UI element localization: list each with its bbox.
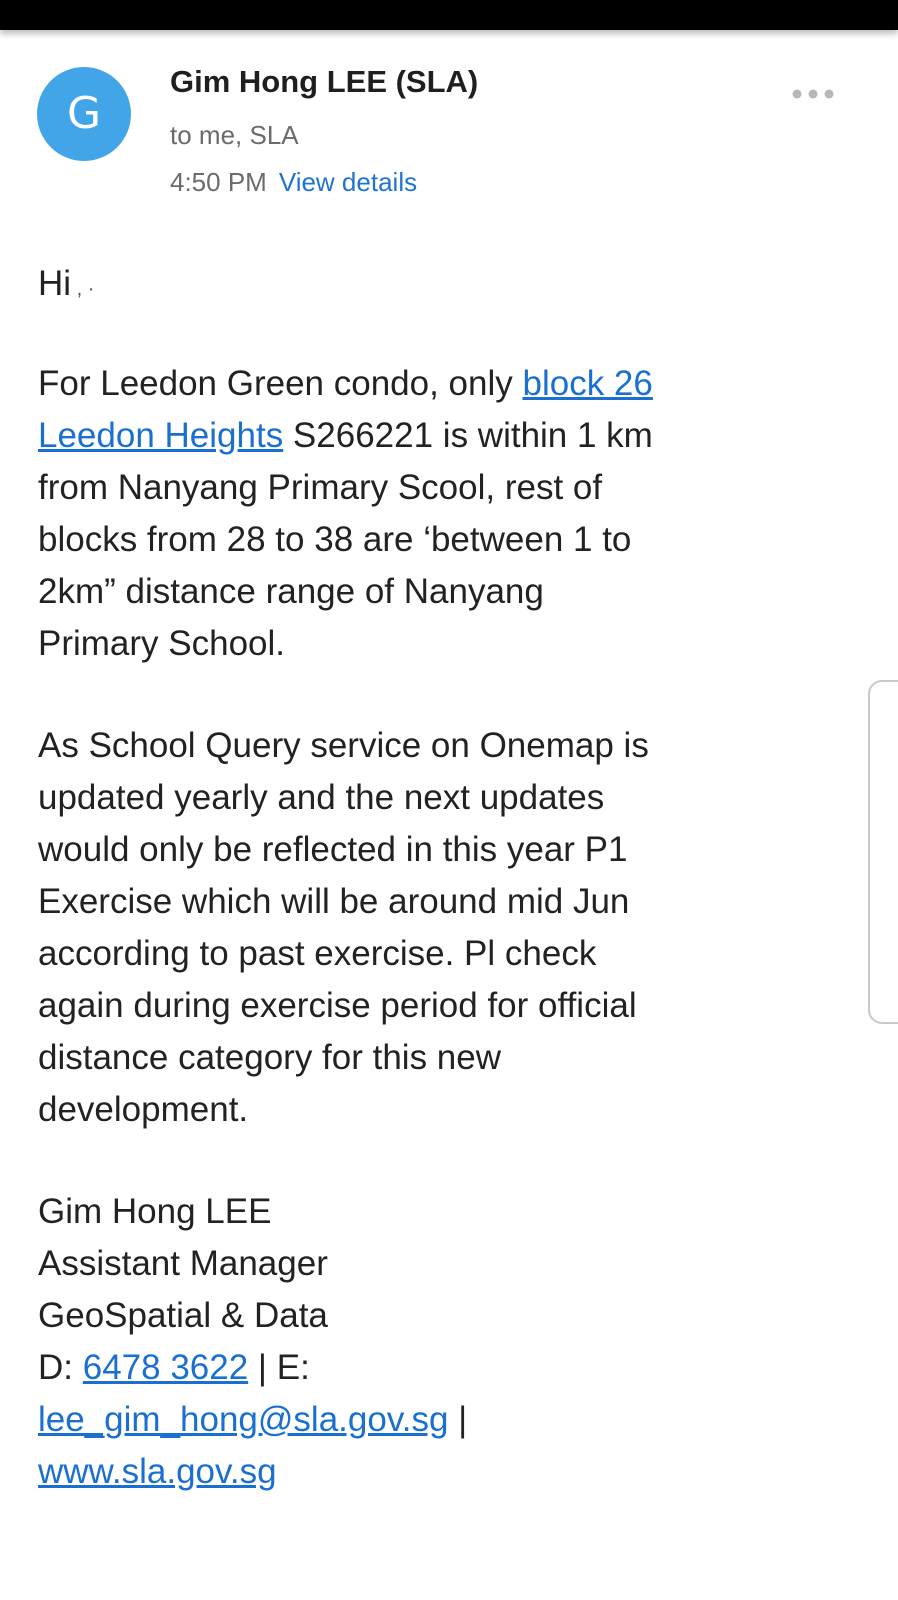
greeting-text: Hi — [38, 264, 72, 303]
recipients: to me, SLA — [170, 120, 299, 150]
website-link[interactable]: www.sla.gov.sg — [38, 1452, 277, 1491]
body-line: according to past exercise. Pl check — [38, 934, 597, 973]
body-line: Primary School. — [38, 624, 286, 663]
signature-email-line — [38, 1394, 467, 1446]
view-details-link[interactable]: View details — [278, 167, 418, 197]
signature-contact — [38, 1342, 310, 1394]
body-line: blocks from 28 to 38 are ‘between 1 to — [38, 520, 632, 559]
contact-separator: | E: — [248, 1348, 310, 1387]
avatar[interactable]: G — [37, 67, 131, 161]
edge-scroll-handle[interactable] — [868, 680, 898, 1024]
body-text-span: S266221 is within 1 km — [283, 416, 653, 455]
signature-website-line — [38, 1446, 277, 1498]
sender-name: Gim Hong LEE (SLA) — [170, 64, 479, 99]
body-line: from Nanyang Primary Scool, rest of — [38, 468, 603, 507]
address-link[interactable]: Leedon Heights — [38, 416, 284, 455]
body-text-span: For Leedon Green condo, only — [38, 364, 523, 403]
body-line: Exercise which will be around mid Jun — [38, 882, 630, 921]
email-time: 4:50 PM — [170, 167, 267, 197]
body-line: would only be reflected in this year P1 — [38, 830, 628, 869]
body-line — [38, 410, 653, 462]
greeting-redacted: , · — [71, 278, 95, 300]
body-line: updated yearly and the next updates — [38, 778, 605, 817]
signature-name: Gim Hong LEE — [38, 1192, 272, 1231]
body-line: As School Query service on Onemap is — [38, 726, 649, 765]
greeting — [38, 258, 94, 315]
email-meta — [170, 167, 417, 198]
address-link[interactable]: block 26 — [522, 364, 653, 403]
body-line — [38, 358, 653, 410]
email-separator: | — [448, 1400, 468, 1439]
more-horizontal-icon[interactable] — [790, 84, 836, 104]
signature-title: Assistant Manager — [38, 1244, 328, 1283]
email-link[interactable]: lee_gim_hong@sla.gov.sg — [38, 1400, 449, 1439]
phone-label: D: — [38, 1348, 83, 1387]
phone-link[interactable]: 6478 3622 — [82, 1348, 249, 1387]
status-bar — [0, 0, 898, 30]
body-line: distance category for this new — [38, 1038, 502, 1077]
body-line: again during exercise period for official — [38, 986, 637, 1025]
signature-department: GeoSpatial & Data — [38, 1296, 328, 1335]
body-line: development. — [38, 1090, 249, 1129]
body-line: 2km” distance range of Nanyang — [38, 572, 544, 611]
